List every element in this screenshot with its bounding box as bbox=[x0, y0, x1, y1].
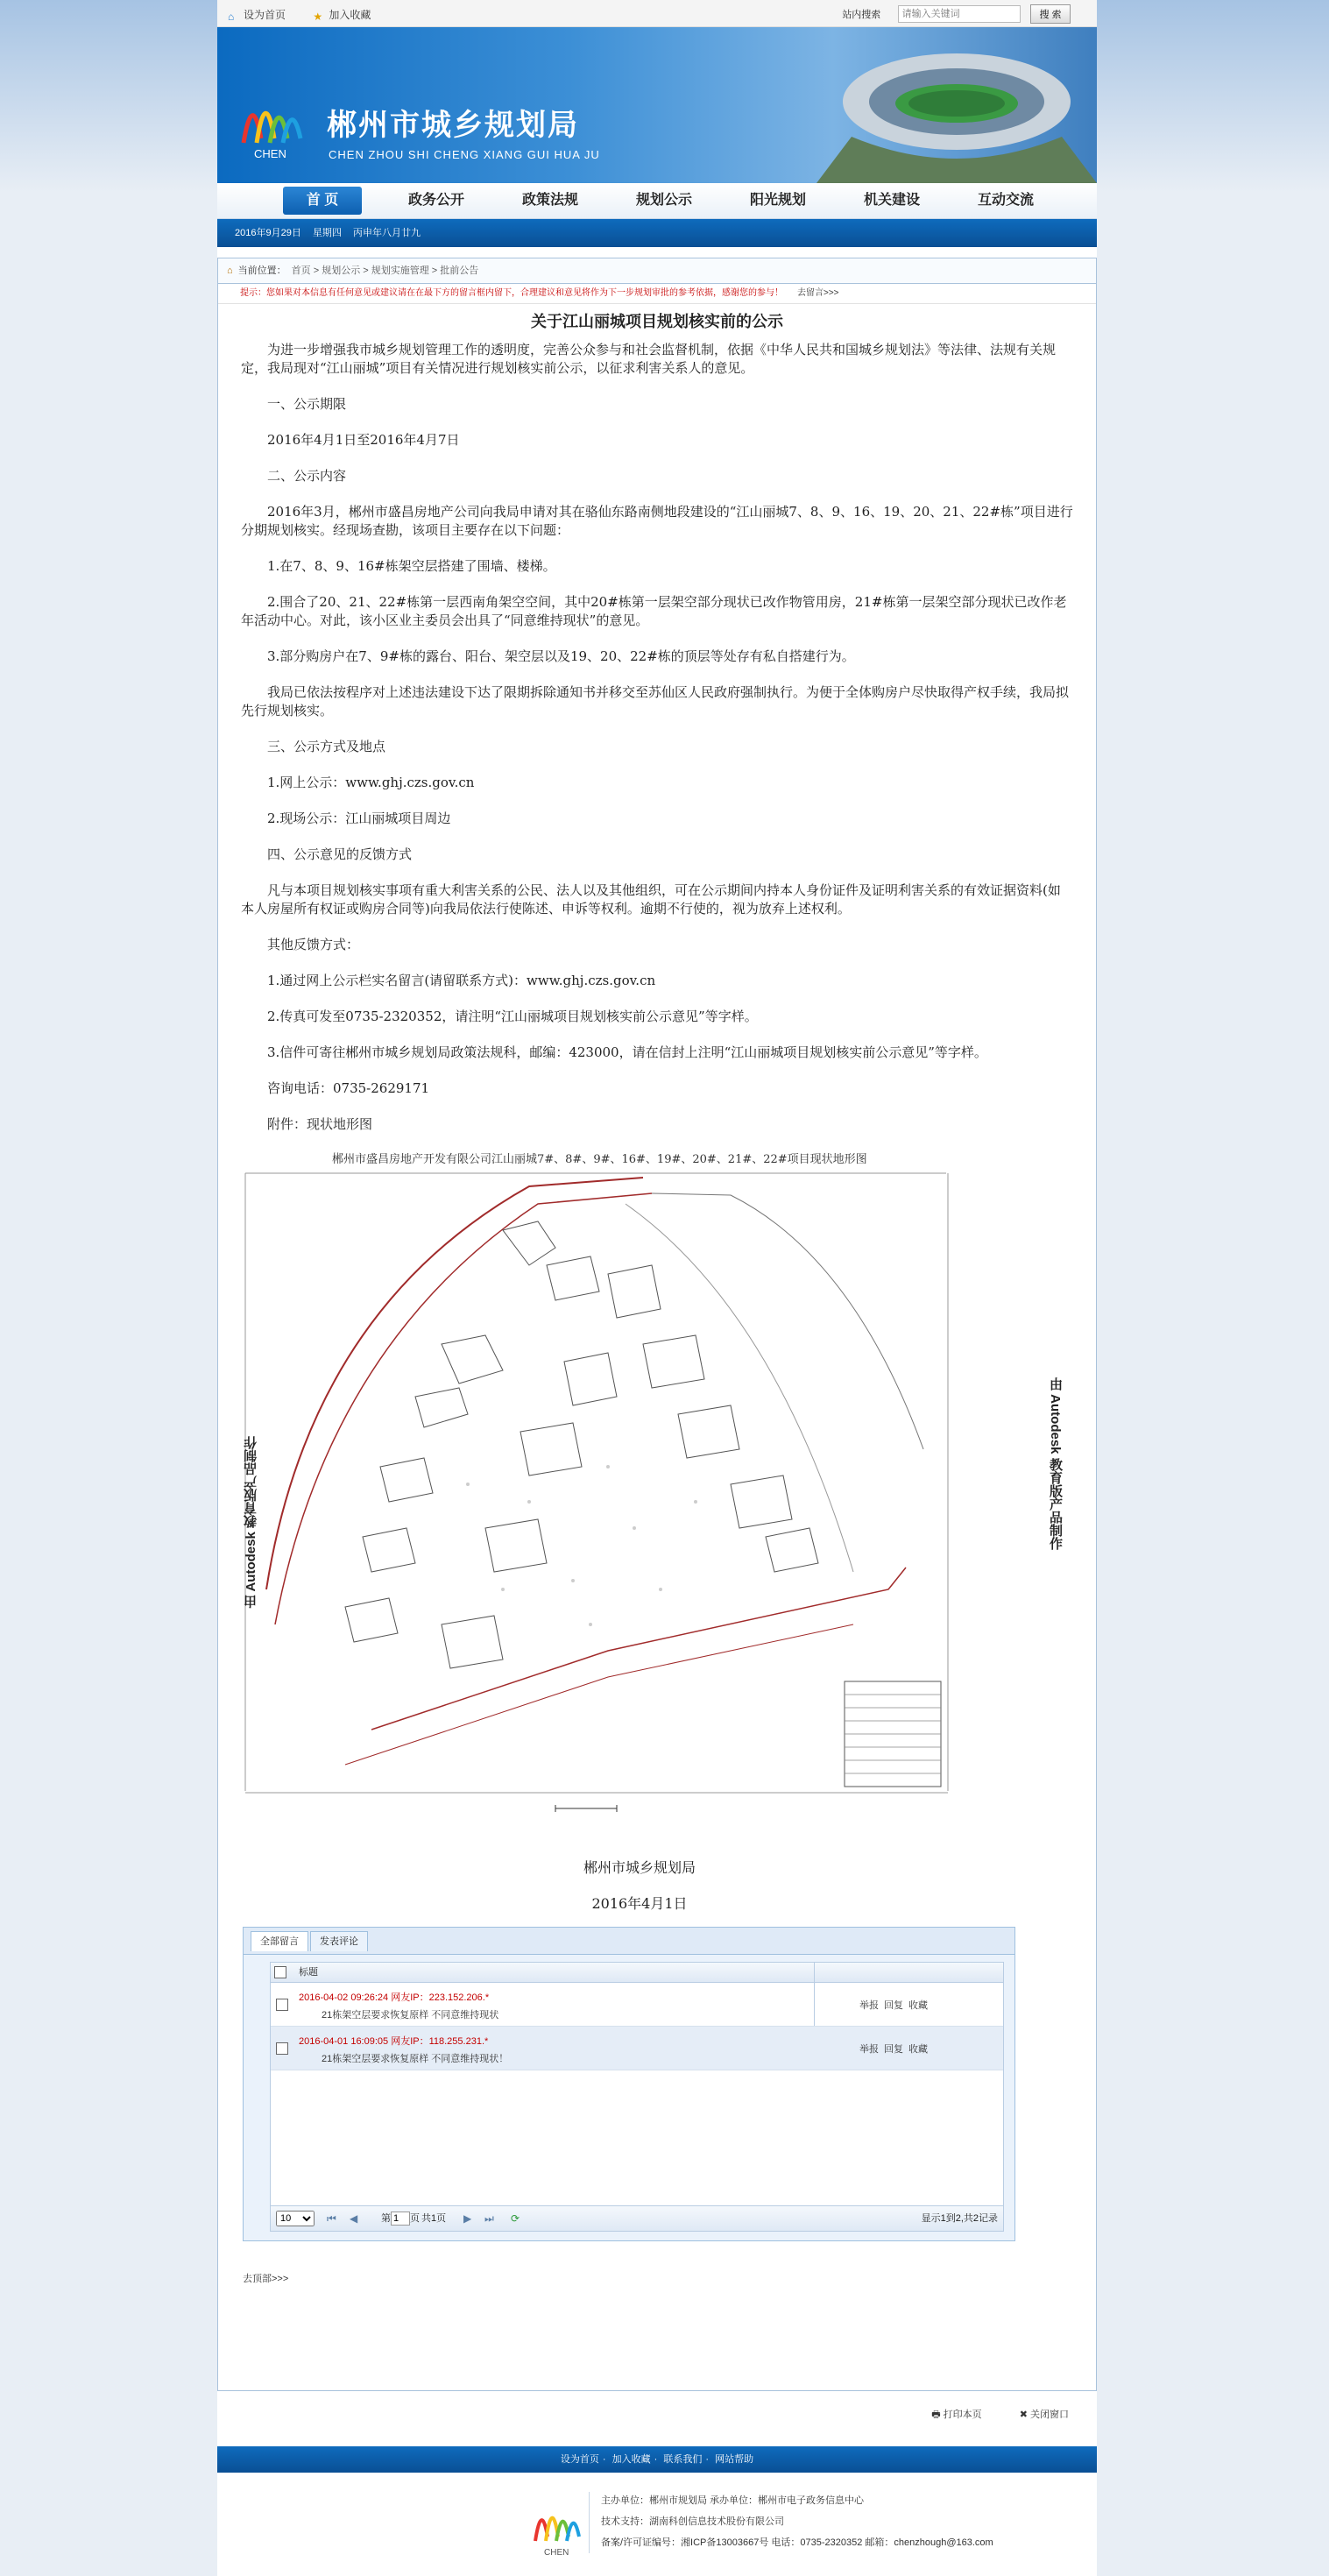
paragraph: 2.现场公示：江山丽城项目周边 bbox=[267, 810, 451, 826]
stadium-image bbox=[781, 40, 1097, 183]
page-input[interactable] bbox=[391, 2212, 410, 2226]
comments-tabs bbox=[244, 1928, 1014, 1955]
next-page-icon[interactable]: ▶ bbox=[463, 2212, 472, 2225]
favorite-link[interactable]: ★ 加入收藏 bbox=[313, 9, 371, 23]
background-sky-left bbox=[0, 0, 217, 193]
page-size-select[interactable] bbox=[276, 2211, 315, 2226]
comment-row bbox=[271, 2027, 1003, 2070]
comment-actions bbox=[859, 1998, 933, 2012]
main-nav bbox=[217, 183, 1097, 219]
site-plan-drawing bbox=[240, 1134, 1063, 1830]
row-checkbox[interactable] bbox=[276, 1999, 288, 2011]
nav-agency[interactable]: 机关建设 bbox=[863, 193, 920, 208]
article-body bbox=[218, 341, 1096, 1134]
comments-panel bbox=[243, 1927, 1015, 2241]
comment-text[interactable]: 21栋架空层要求恢复原样 不同意维持现状！ bbox=[322, 2054, 509, 2064]
comments-grid bbox=[270, 1962, 1004, 2232]
first-page-icon[interactable]: ⏮ bbox=[327, 2212, 336, 2225]
city-logo-icon bbox=[235, 73, 314, 160]
paragraph: 2.传真可发至0735-2320352，请注明“江山丽城项目规划核实前公示意见”等字样。 bbox=[267, 1008, 758, 1024]
paragraph: 咨询电话：0735-2629171 bbox=[267, 1080, 430, 1096]
home-icon: ⌂ bbox=[228, 11, 235, 23]
article-box bbox=[217, 284, 1097, 2391]
footer-divider bbox=[589, 2492, 590, 2553]
collect-link[interactable]: 收藏 bbox=[908, 2000, 928, 2011]
search-button[interactable]: 搜 索 bbox=[1030, 4, 1071, 24]
paragraph: 为进一步增强我市城乡规划管理工作的透明度，完善公众参与和社会监督机制，依据《中华人民共和国城乡规划法》等法律、法规有关规定，我局现对“江山丽城”项目有关情况进行规划核实前公示，以征求利害关系人的意见。 bbox=[241, 342, 1057, 376]
breadcrumb-path[interactable]: 首页 > 规划公示 > 规划实施管理 > 批前公告 bbox=[291, 265, 479, 276]
page-indicator: 第1 页 bbox=[381, 2206, 420, 2231]
paragraph: 附件：现状地形图 bbox=[267, 1116, 373, 1132]
site-plan-image bbox=[240, 1134, 976, 1830]
select-all-checkbox[interactable] bbox=[274, 1966, 286, 1978]
star-icon: ★ bbox=[313, 11, 323, 23]
footer-license: 备案/许可证编号：湘ICP备13003667号 电话：0735-2320352 邮箱：chenzhough@163.com bbox=[601, 2537, 993, 2548]
search-input[interactable] bbox=[898, 5, 1021, 23]
collect-link[interactable]: 收藏 bbox=[908, 2044, 928, 2055]
signature-date: 2016年4月1日 bbox=[591, 1895, 688, 1912]
print-page-link[interactable]: 🖶 打印本页 bbox=[931, 2410, 982, 2420]
paragraph: 2016年4月1日至2016年4月7日 bbox=[267, 432, 460, 448]
tab-all-comments[interactable]: 全部留言 bbox=[251, 1931, 308, 1951]
paragraph: 我局已依法按程序对上述违法建设下达了限期拆除通知书并移交至苏仙区人民政府强制执行。为便于全体购房户尽快取得产权手续，我局拟先行规划核实。 bbox=[241, 684, 1070, 718]
nav-interaction[interactable]: 互动交流 bbox=[977, 193, 1034, 208]
current-weekday: 星期四 bbox=[312, 228, 342, 238]
nav-policy[interactable]: 政策法规 bbox=[521, 193, 578, 208]
comment-row bbox=[271, 1983, 1003, 2027]
footer-help[interactable]: 网站帮助 bbox=[715, 2454, 754, 2465]
close-window-link[interactable]: ✖ 关闭窗口 bbox=[1019, 2410, 1069, 2420]
nav-sunshine-planning[interactable]: 阳光规划 bbox=[749, 193, 806, 208]
paragraph: 2016年3月，郴州市盛昌房地产公司向我局申请对其在骆仙东路南侧地段建设的“江山丽城7、8、9、16、19、20、21、22#栋”项目进行分期规划核实。经现场查勘，该项目主要存在以下问题： bbox=[241, 504, 1073, 538]
row-checkbox[interactable] bbox=[276, 2042, 288, 2055]
signature-org: 郴州市城乡规划局 bbox=[583, 1859, 696, 1876]
pagination-bar bbox=[271, 2205, 1003, 2231]
tip-label: 提示： bbox=[240, 288, 266, 298]
prev-page-icon[interactable]: ◀ bbox=[350, 2212, 358, 2225]
header-title: 标题 bbox=[299, 1967, 318, 1978]
page-tools bbox=[896, 2407, 1069, 2424]
breadcrumb-label: 当前位置： bbox=[237, 265, 286, 276]
drawing-title: 郴州市盛昌房地产开发有限公司江山丽城7#、8#、9#、16#、19#、20#、21#、22#项目现状地形图 bbox=[332, 1153, 867, 1166]
watermark-right: 由 Autodesk 教育版产品制作 bbox=[1048, 1377, 1063, 1550]
date-bar bbox=[217, 219, 1097, 247]
svg-text:CHEN: CHEN bbox=[544, 2548, 569, 2558]
footer-favorite[interactable]: 加入收藏 bbox=[611, 2454, 651, 2465]
paragraph: 三、公示方式及地点 bbox=[267, 739, 386, 754]
comment-actions bbox=[859, 2042, 933, 2056]
comment-meta: 2016-04-02 09:26:24 网友IP：223.152.206.* bbox=[299, 1992, 490, 2003]
paragraph: 3.信件可寄往郴州市城乡规划局政策法规科，邮编：423000，请在信封上注明“江山丽城项目规划核实前公示意见”等字样。 bbox=[267, 1044, 987, 1060]
top-bar bbox=[217, 0, 1097, 27]
watermark-left: 由 Autodesk 教育版产品制作 bbox=[244, 1436, 258, 1609]
paragraph: 四、公示意见的反馈方式 bbox=[267, 846, 413, 862]
footer-support: 技术支持：湖南科创信息技术股份有限公司 bbox=[601, 2516, 784, 2527]
lunar-date: 丙申年八月廿九 bbox=[352, 228, 421, 238]
tab-post-comment[interactable]: 发表评论 bbox=[310, 1931, 368, 1951]
paragraph: 二、公示内容 bbox=[267, 468, 347, 484]
nav-planning-notice[interactable]: 规划公示 bbox=[635, 193, 692, 208]
article-title: 关于江山丽城项目规划核实前的公示 bbox=[531, 313, 783, 330]
footer-sponsor: 主办单位：郴州市规划局 承办单位：郴州市电子政务信息中心 bbox=[601, 2495, 865, 2506]
comment-meta: 2016-04-01 16:09:05 网友IP：118.255.231.* bbox=[299, 2036, 489, 2047]
site-title: 郴州市城乡规划局 bbox=[327, 109, 579, 142]
background-sky-right bbox=[1097, 0, 1329, 193]
set-home-link[interactable]: ⌂ 设为首页 bbox=[228, 9, 286, 23]
site-banner bbox=[217, 27, 1097, 183]
last-page-icon[interactable]: ⏭ bbox=[484, 2212, 494, 2225]
home-icon: ⌂ bbox=[227, 265, 233, 276]
paragraph: 凡与本项目规划核实事项有重大利害关系的公民、法人以及其他组织，可在公示期间内持本人身份证件及证明利害关系的有效证据资料(如本人房屋所有权证或购房合同等)向我局依法行使陈述、申诉等权利。逾期不行使的，视为放弃上述权利。 bbox=[241, 882, 1061, 916]
site-subtitle: CHEN ZHOU SHI CHENG XIANG GUI HUA JU bbox=[329, 148, 600, 161]
report-link[interactable]: 举报 bbox=[859, 2000, 879, 2011]
record-count: 显示1到2,共2记录 bbox=[921, 2213, 998, 2224]
reply-link[interactable]: 回复 bbox=[884, 2000, 903, 2011]
paragraph: 2.围合了20、21、22#栋第一层西南角架空空间，其中20#栋第一层架空部分现状已改作物管用房，21#栋第一层架空部分现状已改作老年活动中心。对此，该小区业主委员会出具了“同意维持现状”的意见。 bbox=[241, 594, 1067, 628]
paragraph: 其他反馈方式： bbox=[267, 937, 360, 952]
page-container bbox=[217, 0, 1097, 2576]
nav-home[interactable]: 首 页 bbox=[283, 187, 362, 215]
comments-header bbox=[271, 1963, 1003, 1983]
refresh-icon[interactable]: ⟳ bbox=[511, 2212, 520, 2225]
back-to-top-link[interactable]: 去顶部>>> bbox=[243, 2274, 289, 2284]
paragraph: 1.通过网上公示栏实名留言(请留联系方式)：www.ghj.czs.gov.cn bbox=[267, 973, 656, 988]
paragraph: 3.部分购房户在7、9#栋的露台、阳台、架空层以及19、20、22#栋的顶层等处存有私自搭建行为。 bbox=[267, 648, 855, 664]
total-pages: 共1页 bbox=[421, 2213, 447, 2224]
paragraph: 1.在7、8、9、16#栋架空层搭建了围墙、楼梯。 bbox=[267, 558, 556, 574]
current-date: 2016年9月29日 bbox=[235, 228, 301, 238]
search-label: 站内搜索 bbox=[842, 10, 881, 20]
footer-set-home[interactable]: 设为首页 bbox=[560, 2454, 599, 2465]
footer-info bbox=[601, 2490, 993, 2553]
go-comment-link[interactable]: 去留言>>> bbox=[797, 288, 839, 298]
report-link[interactable]: 举报 bbox=[859, 2044, 879, 2055]
svg-text:CHEN: CHEN bbox=[254, 147, 286, 160]
footer-nav: 设为首页 · 加入收藏 · 联系我们 · 网站帮助 bbox=[217, 2446, 1097, 2473]
paragraph: 一、公示期限 bbox=[267, 396, 347, 412]
site-footer bbox=[217, 2473, 1097, 2576]
comment-tip bbox=[218, 284, 1096, 304]
footer-logo-icon bbox=[528, 2488, 590, 2558]
nav-government-affairs[interactable]: 政务公开 bbox=[407, 193, 464, 208]
comment-text[interactable]: 21栋架空层要求恢复原样 不同意维持现状 bbox=[322, 2010, 499, 2020]
breadcrumb bbox=[217, 258, 1097, 284]
tip-text: 您如果对本信息有任何意见或建议请在在最下方的留言框内留下，合理建议和意见将作为下一步规划审批的参考依据，感谢您的参与！ bbox=[266, 288, 783, 298]
reply-link[interactable]: 回复 bbox=[884, 2044, 903, 2055]
paragraph: 1.网上公示：www.ghj.czs.gov.cn bbox=[267, 775, 475, 790]
footer-contact[interactable]: 联系我们 bbox=[663, 2454, 703, 2465]
